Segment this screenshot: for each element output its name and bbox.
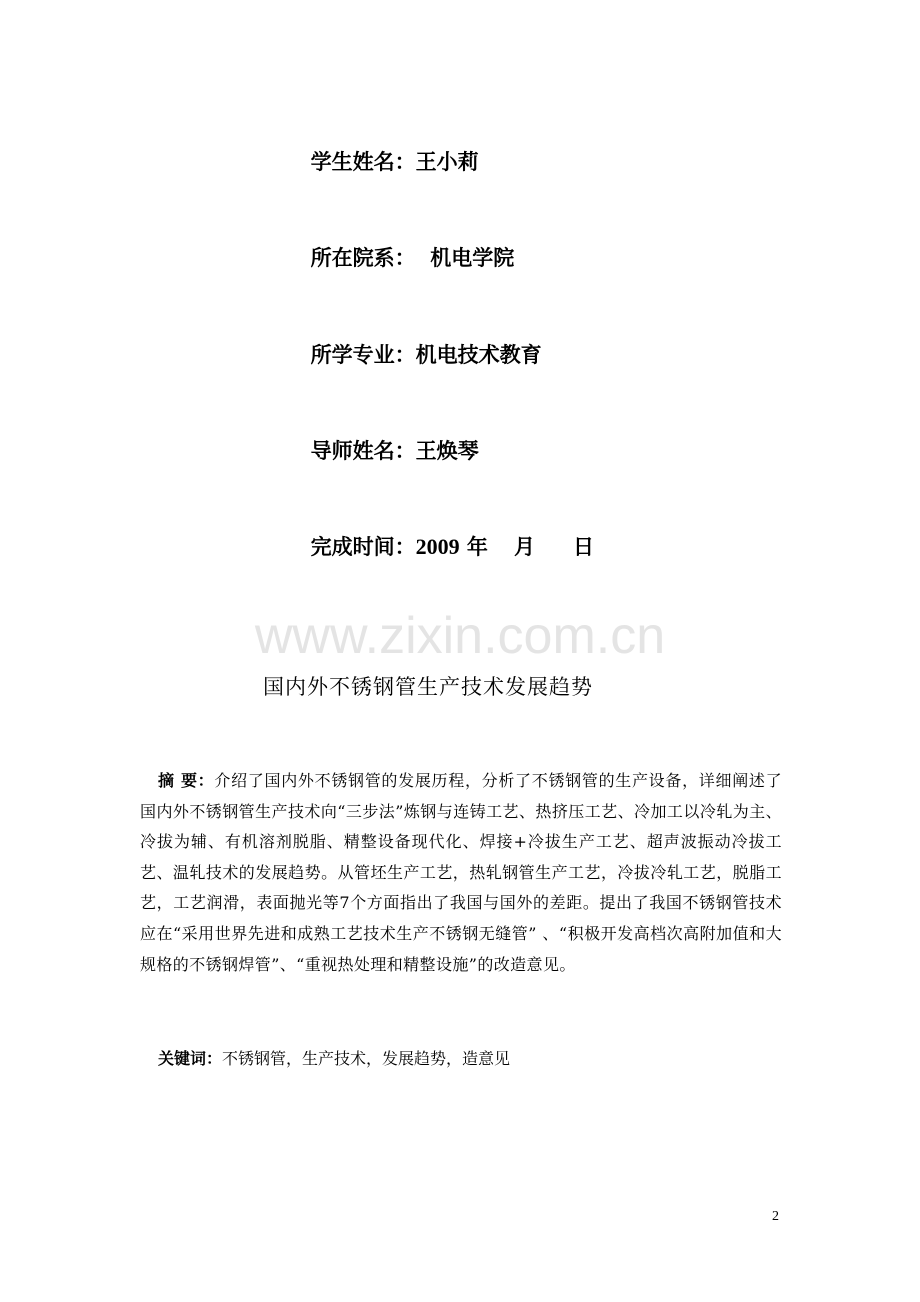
advisor-line	[296, 412, 479, 464]
completion-year: 2009	[415, 534, 460, 559]
completion-time-label: 完成时间：	[310, 535, 416, 559]
department-label: 所在院系：	[310, 246, 416, 270]
major-line	[296, 316, 542, 368]
department-value: 机电学院	[415, 246, 515, 270]
major-value: 机电技术教育	[415, 343, 542, 367]
page-number: 2	[772, 1209, 779, 1224]
document-title: 国内外不锈钢管生产技术发展趋势	[263, 675, 593, 699]
student-name-label: 学生姓名：	[310, 150, 416, 174]
student-name-line	[296, 123, 479, 175]
advisor-value: 王焕琴	[415, 439, 479, 463]
keywords-text: 不锈钢管，生产技术，发展趋势，造意见	[222, 1049, 511, 1068]
month-unit: 月	[513, 535, 535, 559]
day-unit: 日	[572, 535, 594, 559]
watermark: www.zixin.com.cn	[254, 607, 666, 665]
abstract-paragraph	[140, 766, 782, 980]
keywords-line	[158, 1044, 510, 1074]
completion-time-line	[296, 508, 594, 560]
department-line	[296, 219, 514, 271]
abstract-label: 摘 要：	[158, 771, 215, 790]
advisor-label: 导师姓名：	[310, 439, 416, 463]
year-unit: 年	[459, 535, 488, 559]
keywords-label: 关键词：	[158, 1049, 223, 1068]
abstract-text: 介绍了国内外不锈钢管的发展历程，分析了不锈钢管的生产设备，详细阐述了国内外不锈钢管生产技术向“三步法”炼钢与连铸工艺、热挤压工艺、冷加工以冷轧为主、冷拔为辅、有机溶剂脱脂、精整设备现代化、焊接+冷拔生产工艺、超声波振动冷拔工艺、温轧技术的发展趋势。从管坯生产工艺，热轧钢管生产工艺，冷拔冷轧工艺，脱脂工艺，工艺润滑，表面抛光等7个方面指出了我国与国外的差距。提出了我国不锈钢管技术应在“采用世界先进和成熟工艺技术生产不锈钢无缝管” 、“积极开发高档次高附加值和大规格的不锈钢焊管”、“重视热处理和精整设施”的改造意见。	[140, 771, 782, 974]
major-label: 所学专业：	[310, 343, 416, 367]
student-name-value: 王小莉	[415, 150, 479, 174]
